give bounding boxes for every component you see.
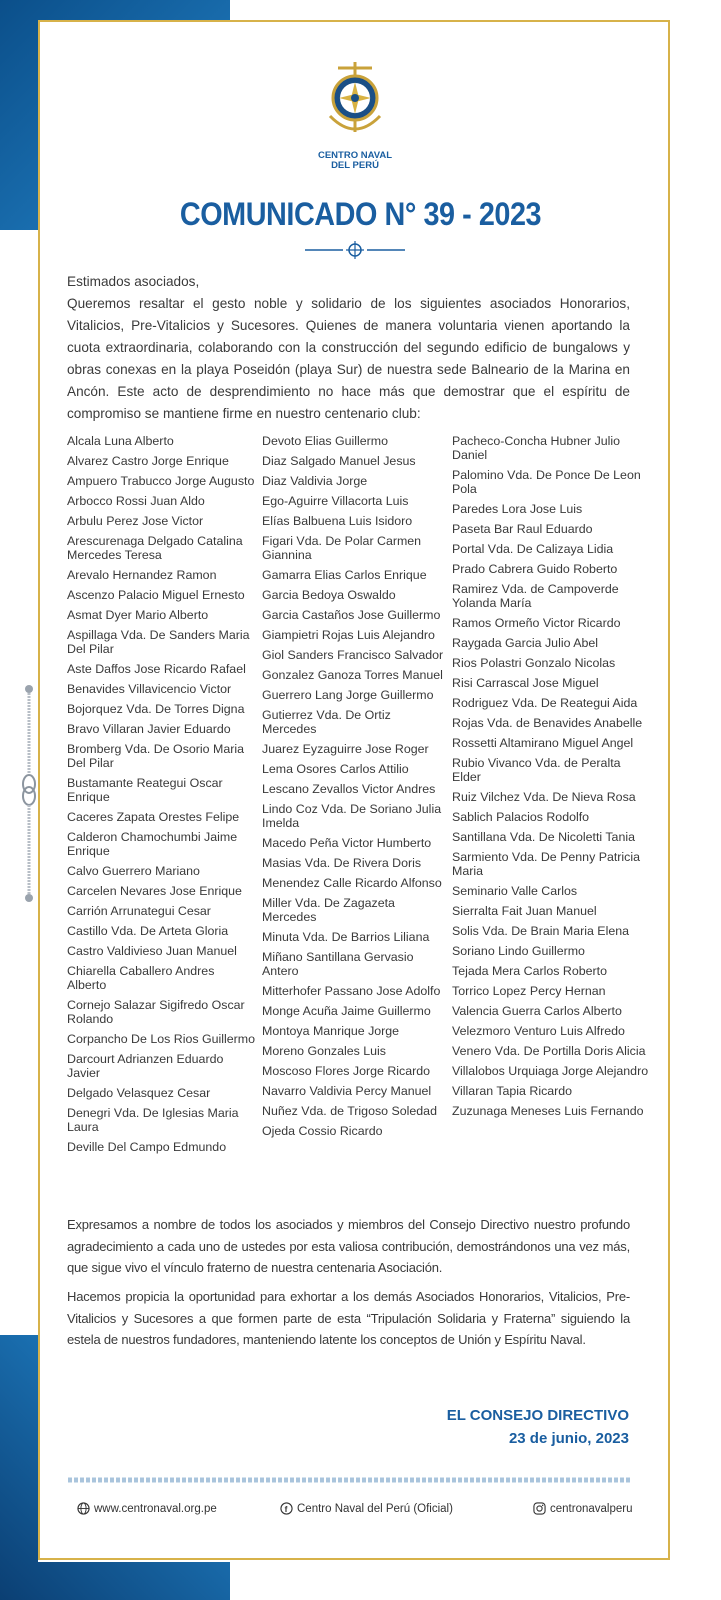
associate-name: Garcia Bedoya Oswaldo [262, 588, 396, 602]
associate-name: Bravo Villaran Javier Eduardo [67, 722, 231, 736]
associate-name: Calvo Guerrero Mariano [67, 864, 200, 878]
associate-name: Diaz Valdivia Jorge [262, 474, 368, 488]
associate-name: Darcourt Adrianzen Eduardo Javier [67, 1052, 224, 1080]
associate-name: Ramirez Vda. de Campoverde Yolanda María [452, 582, 619, 610]
associate-name: Portal Vda. De Calizaya Lidia [452, 542, 614, 556]
associate-name: Rubio Vivanco Vda. de Peralta Elder [452, 756, 621, 784]
footer-website[interactable] [77, 1502, 217, 1515]
footer-instagram-text: centronavalperu [550, 1502, 633, 1515]
signature-org: EL CONSEJO DIRECTIVO [446, 1407, 629, 1424]
associate-name: Corpancho De Los Rios Guillermo [67, 1032, 256, 1046]
intro-paragraph: Queremos resaltar el gesto noble y solidario de los siguientes asociados Honorarios, Vitalicios, Pre-Vitalicios y Sucesores. Quienes de manera voluntaria vienen aportando la cuota extraordinaria, colaborando con la construcción del segundo edificio de bungalows y obras conexas en la playa Poseidón (playa Sur) de nuestra sede Balneario de la Marina en Ancón. Este acto de desprendimiento no hace más que demostrar que el espíritu de compromiso se mantiene firme en nuestro centenario club: [67, 296, 630, 421]
logo-text-line2: DEL PERÚ [331, 160, 379, 171]
associate-name: Rossetti Altamirano Miguel Angel [452, 736, 634, 750]
associate-name: Calderon Chamochumbi Jaime Enrique [67, 830, 238, 858]
associate-name: Masias Vda. De Rivera Doris [262, 856, 422, 870]
associate-name: Aste Daffos Jose Ricardo Rafael [67, 662, 246, 676]
associate-name: Nuñez Vda. de Trigoso Soledad [262, 1104, 437, 1118]
associate-name: Zuzunaga Meneses Luis Fernando [452, 1104, 644, 1118]
associate-name: Tejada Mera Carlos Roberto [452, 964, 607, 978]
associate-name: Villaran Tapia Ricardo [452, 1084, 573, 1098]
footer-facebook-text: Centro Naval del Perú (Oficial) [297, 1502, 453, 1515]
associate-name: Torrico Lopez Percy Hernan [452, 984, 606, 998]
associate-name: Giampietri Rojas Luis Alejandro [262, 628, 435, 642]
associate-name: Menendez Calle Ricardo Alfonso [262, 876, 442, 890]
instagram-icon [533, 1502, 546, 1515]
associate-name: Ramos Ormeño Victor Ricardo [452, 616, 621, 630]
associate-name: Raygada Garcia Julio Abel [452, 636, 599, 650]
signature-block [447, 1404, 629, 1450]
associate-name: Denegri Vda. De Iglesias Maria Laura [67, 1106, 239, 1134]
associate-name: Gonzalez Ganoza Torres Manuel [262, 668, 443, 682]
associate-name: Paseta Bar Raul Eduardo [452, 522, 593, 536]
associate-name: Delgado Velasquez Cesar [67, 1086, 211, 1100]
footer-instagram[interactable] [533, 1502, 632, 1515]
associate-name: Valencia Guerra Carlos Alberto [452, 1004, 622, 1018]
svg-text:f: f [284, 1504, 288, 1515]
associate-name: Prado Cabrera Guido Roberto [452, 562, 618, 576]
associate-name: Moscoso Flores Jorge Ricardo [262, 1064, 431, 1078]
associate-name: Lescano Zevallos Victor Andres [262, 782, 436, 796]
associate-name: Devoto Elias Guillermo [262, 434, 389, 448]
logo-text-line1: CENTRO NAVAL [317, 150, 393, 161]
names-column-1 [67, 434, 255, 1160]
associate-name: Ruiz Vilchez Vda. De Nieva Rosa [452, 790, 636, 804]
associate-name: Figari Vda. De Polar Carmen Giannina [262, 534, 422, 562]
compass-divider-icon [305, 240, 405, 260]
associate-name: Ojeda Cossio Ricardo [262, 1124, 383, 1138]
associate-name: Minuta Vda. De Barrios Liliana [262, 930, 430, 944]
associate-name: Bojorquez Vda. De Torres Digna [67, 702, 245, 716]
associate-name: Arevalo Hernandez Ramon [67, 568, 217, 582]
associate-name: Montoya Manrique Jorge [262, 1024, 400, 1038]
associate-name: Miñano Santillana Gervasio Antero [262, 950, 414, 978]
closing-paragraph-1: Expresamos a nombre de todos los asociados y miembros del Consejo Directivo nuestro profundo agradecimiento a cada uno de ustedes por esta valiosa contribución, demostrándonos una vez más, que sigue vivo el vínculo fraterno de nuestra centenaria Asociación. [67, 1217, 630, 1275]
facebook-icon [280, 1502, 293, 1515]
associate-name: Gutierrez Vda. De Ortiz Mercedes [262, 708, 391, 736]
associate-name: Arbulu Perez Jose Victor [67, 514, 204, 528]
associate-name: Seminario Valle Carlos [452, 884, 578, 898]
anchor-compass-icon [310, 58, 400, 140]
associate-name: Soriano Lindo Guillermo [452, 944, 585, 958]
associate-name: Giol Sanders Francisco Salvador [262, 648, 444, 662]
associate-name: Rios Polastri Gonzalo Nicolas [452, 656, 616, 670]
associate-name: Moreno Gonzales Luis [262, 1044, 386, 1058]
rope-divider-icon [68, 1476, 630, 1484]
associate-name: Risi Carrascal Jose Miguel [452, 676, 599, 690]
associate-name: Sarmiento Vda. De Penny Patricia Maria [452, 850, 641, 878]
associate-name: Bromberg Vda. De Osorio Maria Del Pilar [67, 742, 244, 770]
associate-name: Castillo Vda. De Arteta Gloria [67, 924, 229, 938]
associate-name: Deville Del Campo Edmundo [67, 1140, 227, 1154]
greeting: Estimados asociados, [67, 274, 200, 289]
associate-name: Gamarra Elias Carlos Enrique [262, 568, 427, 582]
associate-name: Solis Vda. De Brain Maria Elena [452, 924, 629, 938]
associate-name: Ego-Aguirre Villacorta Luis [262, 494, 409, 508]
associate-name: Guerrero Lang Jorge Guillermo [262, 688, 434, 702]
associate-name: Navarro Valdivia Percy Manuel [262, 1084, 432, 1098]
associate-name: Rojas Vda. de Benavides Anabelle [452, 716, 643, 730]
page-title: COMUNICADO N° 39 - 2023 [179, 196, 542, 232]
associate-name: Macedo Peña Victor Humberto [262, 836, 432, 850]
associate-name: Asmat Dyer Mario Alberto [67, 608, 209, 622]
associate-name: Arescurenaga Delgado Catalina Mercedes Teresa [67, 534, 243, 562]
associate-name: Ascenzo Palacio Miguel Ernesto [67, 588, 245, 602]
associate-name: Monge Acuña Jaime Guillermo [262, 1004, 431, 1018]
names-column-2 [262, 434, 448, 1144]
globe-icon [77, 1502, 90, 1515]
associate-name: Elías Balbuena Luis Isidoro [262, 514, 413, 528]
associate-name: Mitterhofer Passano Jose Adolfo [262, 984, 441, 998]
associate-name: Ampuero Trabucco Jorge Augusto [67, 474, 255, 488]
associate-name: Lema Osores Carlos Attilio [262, 762, 409, 776]
associate-name: Diaz Salgado Manuel Jesus [262, 454, 416, 468]
associate-name: Sablich Palacios Rodolfo [452, 810, 590, 824]
associate-name: Carcelen Nevares Jose Enrique [67, 884, 242, 898]
footer-facebook[interactable] [280, 1502, 453, 1515]
associate-name: Velezmoro Venturo Luis Alfredo [452, 1024, 625, 1038]
associate-name: Venero Vda. De Portilla Doris Alicia [452, 1044, 646, 1058]
associate-name: Carrión Arrunategui Cesar [67, 904, 211, 918]
associate-name: Caceres Zapata Orestes Felipe [67, 810, 240, 824]
associate-name: Alvarez Castro Jorge Enrique [67, 454, 229, 468]
associate-name: Palomino Vda. De Ponce De Leon Pola [452, 468, 641, 496]
rope-decoration-icon [22, 684, 36, 904]
footer-website-text: www.centronaval.org.pe [94, 1502, 217, 1515]
associate-name: Juarez Eyzaguirre Jose Roger [262, 742, 429, 756]
closing-paragraph-2: Hacemos propicia la oportunidad para exhortar a los demás Asociados Honorarios, Vitalicios, Pre-Vitalicios y Sucesores a que formen parte de esta “Tripulación Solidaria y Fraterna” siguiendo la estela de nuestros fundadores, manteniendo latente los conceptos de Unión y Espíritu Naval. [67, 1289, 630, 1347]
associate-name: Castro Valdivieso Juan Manuel [67, 944, 237, 958]
associate-name: Paredes Lora Jose Luis [452, 502, 583, 516]
associate-name: Bustamante Reategui Oscar Enrique [67, 776, 223, 804]
associate-name: Lindo Coz Vda. De Soriano Julia Imelda [262, 802, 442, 830]
associate-name: Sierralta Fait Juan Manuel [452, 904, 597, 918]
associate-name: Benavides Villavicencio Victor [67, 682, 232, 696]
associate-name: Pacheco-Concha Hubner Julio Daniel [452, 434, 621, 462]
associate-name: Miller Vda. De Zagazeta Mercedes [262, 896, 395, 924]
names-column-3 [452, 434, 652, 1124]
associate-name: Alcala Luna Alberto [67, 434, 174, 448]
associate-name: Cornejo Salazar Sigifredo Oscar Rolando [67, 998, 245, 1026]
associate-name: Arbocco Rossi Juan Aldo [67, 494, 205, 508]
associate-name: Aspillaga Vda. De Sanders Maria Del Pilar [67, 628, 250, 656]
associate-name: Santillana Vda. De Nicoletti Tania [452, 830, 635, 844]
associate-name: Rodriguez Vda. De Reategui Aida [452, 696, 638, 710]
signature-date: 23 de junio, 2023 [508, 1430, 629, 1447]
associate-name: Chiarella Caballero Andres Alberto [67, 964, 215, 992]
centro-naval-logo [310, 58, 400, 170]
associate-name: Villalobos Urquiaga Jorge Alejandro [452, 1064, 649, 1078]
associate-name: Garcia Castaños Jose Guillermo [262, 608, 441, 622]
